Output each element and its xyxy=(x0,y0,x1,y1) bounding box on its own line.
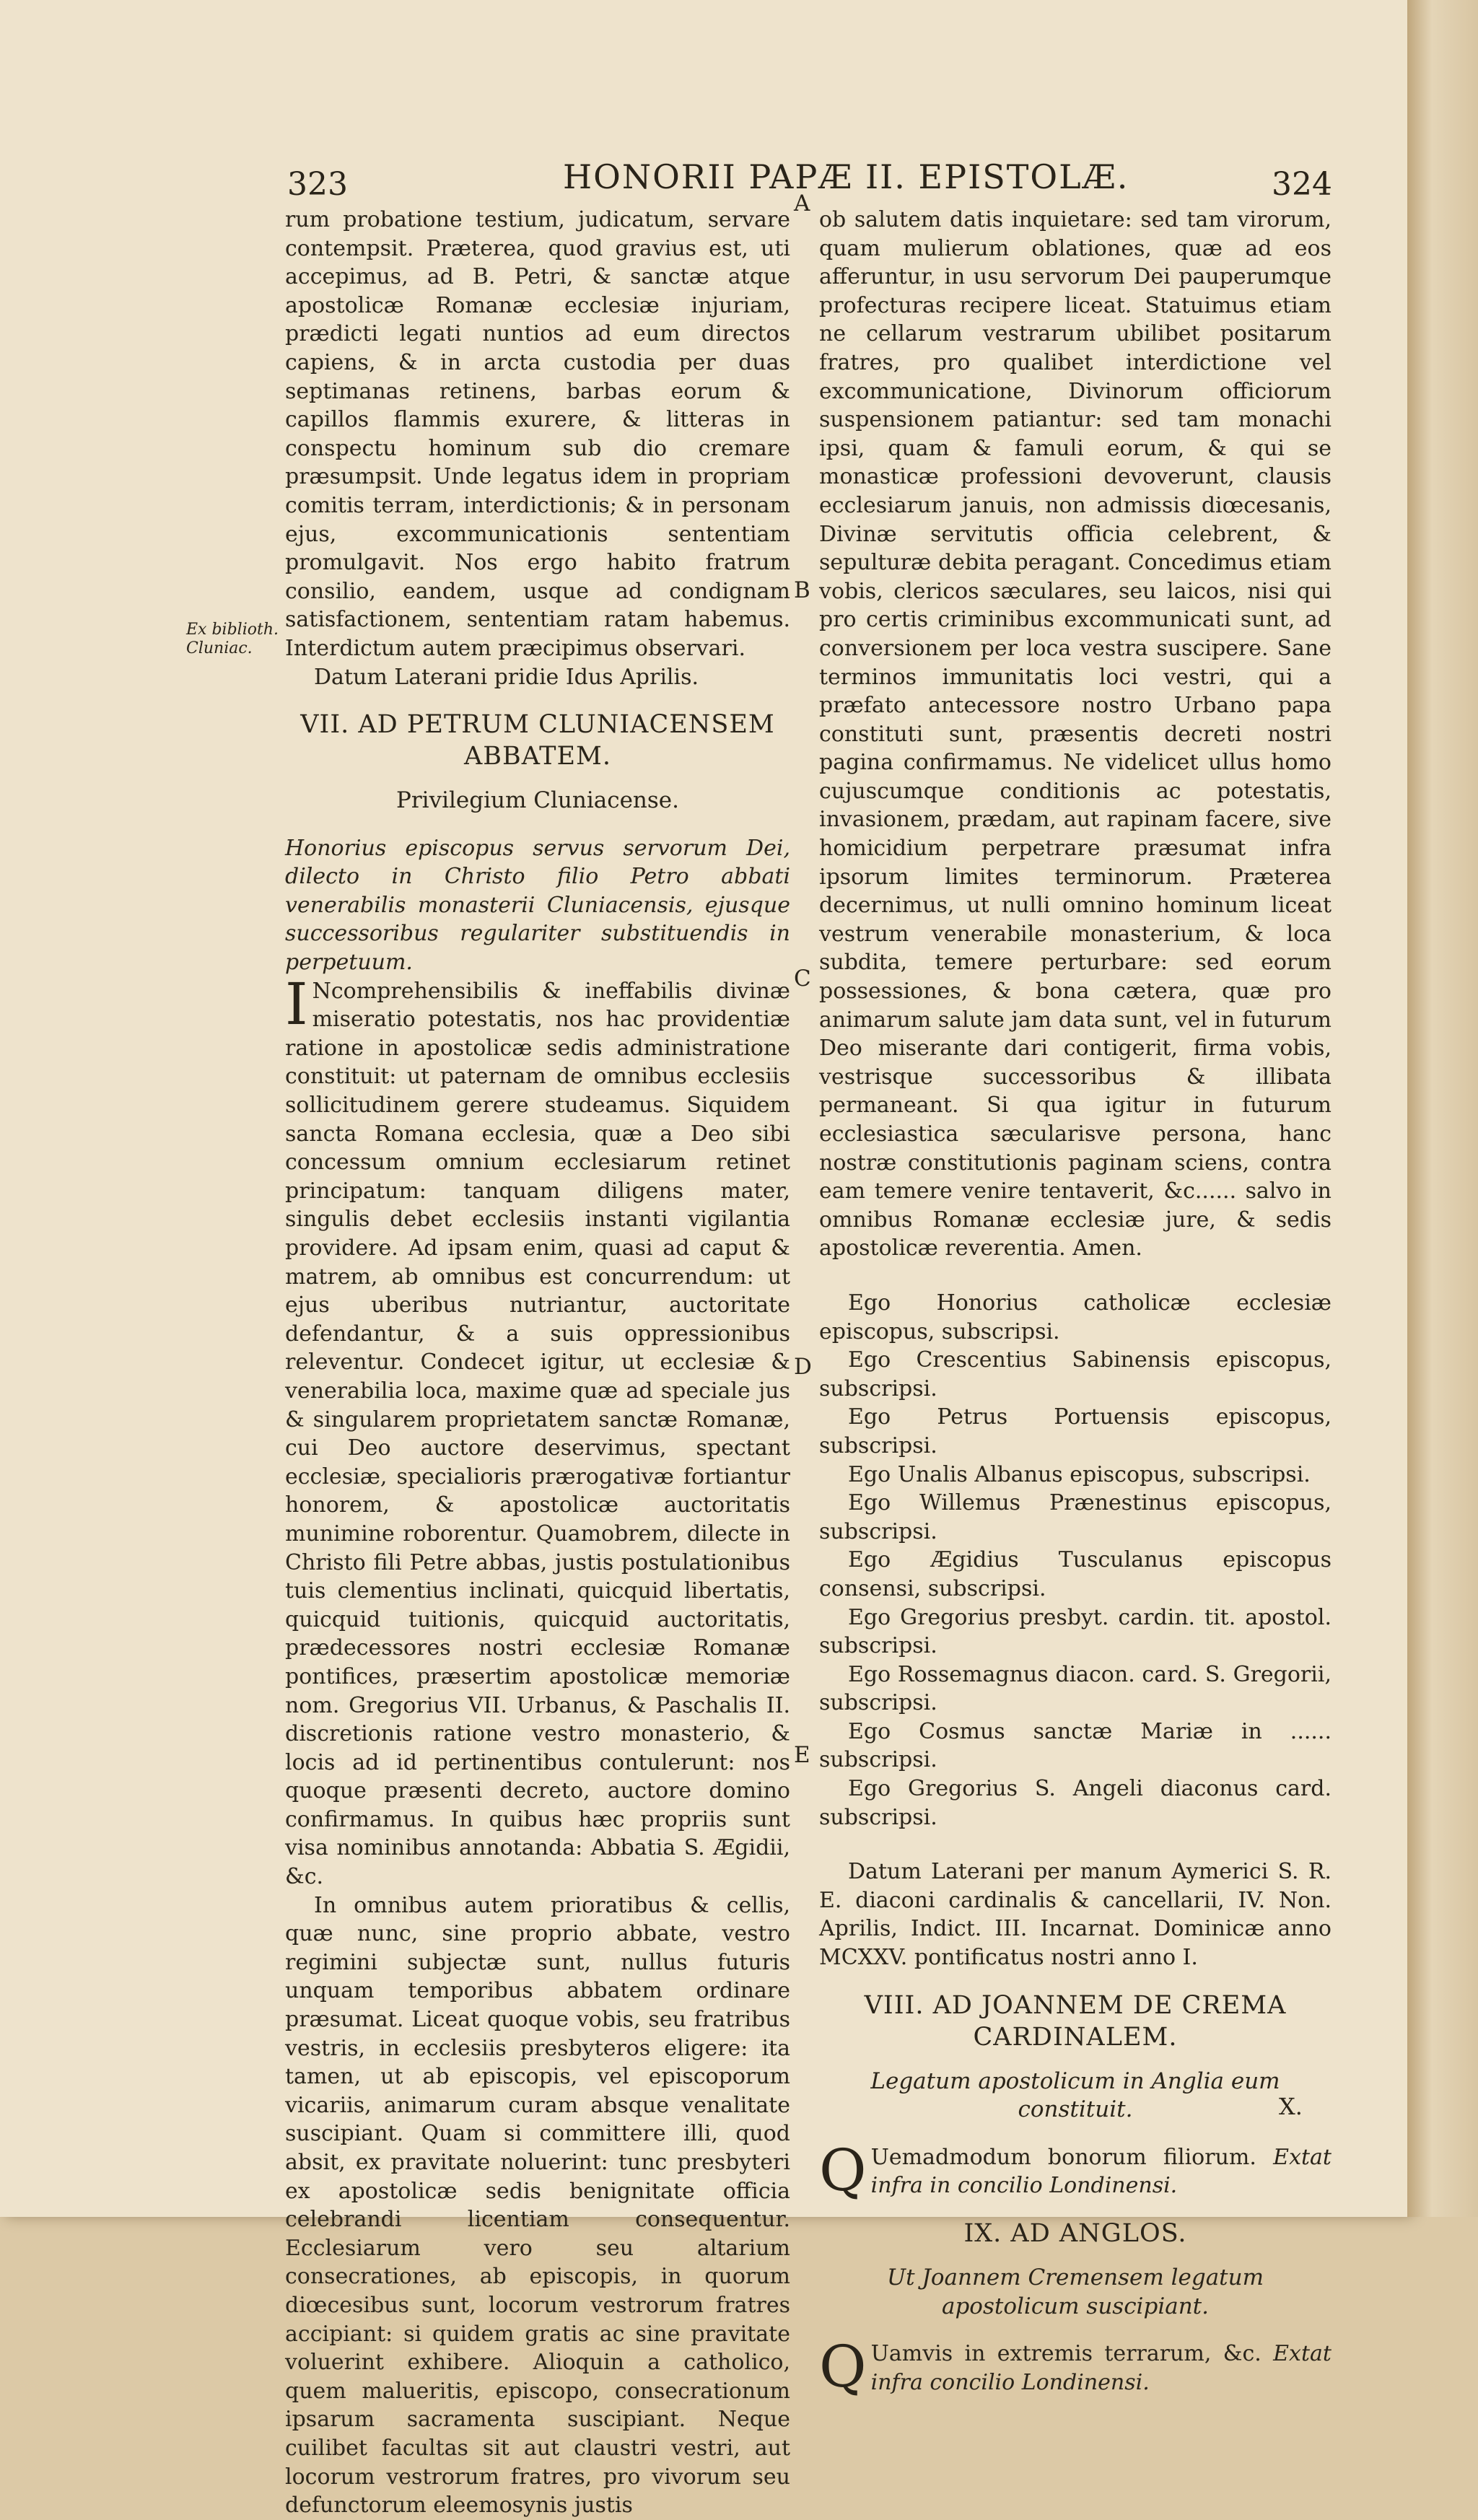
left-page-number: 323 xyxy=(287,166,348,203)
drop-cap: Q xyxy=(819,2333,867,2401)
letter-9-note: Extat infra concilio Londinensi. xyxy=(870,2341,1331,2395)
signature-line: Ego Rossemagnus diacon. card. S. Gregorii, subscripsi. xyxy=(819,1661,1331,1716)
signature-line: Ego Crescentius Sabinensis episcopus, subscripsi. xyxy=(819,1347,1331,1401)
margin-letter-b: B xyxy=(794,577,810,603)
letter-7-salutation: Honorius episcopus servus servorum Dei, dilecto in Christo filio Petro abbati venerabilis monasterii Cluniacensis, ejusque successoribus regulariter substituendis in perpetuum. xyxy=(285,835,790,976)
margin-letter-a: A xyxy=(794,191,810,216)
letter-8-note: Extat infra in concilio Londinensi. xyxy=(870,2144,1331,2199)
letter-9-body xyxy=(819,2333,1331,2401)
signature-list xyxy=(819,1289,1331,1832)
letter-7-body xyxy=(285,970,790,1891)
right-column xyxy=(819,206,1331,2401)
letter-7-body-2: In omnibus autem prioratibus & cellis, quæ nunc, sine proprio abbate, vestro regimini subjectæ sunt, nullus futuris unquam temporibus abbatem ordinare præsumat. Liceat quoque vobis, seu fratribus vestris, in ecclesiis presbyteros eligere: ita tamen, ut ab episcopis, vel episcoporum vicariis, animarum curam absque venalitate suscipiant. Quam si committere illi, quod absit, ex pravitate noluerint: tunc presbyteri ex apostolicæ sedis benignitate officia celebrandi licentiam consequentur. Ecclesiarum vero seu altarium consecrationes, ab episcopis, in quorum diœcesibus sunt, locorum vestrorum fratres accipiant: si quidem gratis ac sine pravitate voluerint exhibere. Alioquin a catholico, quem malueritis, episcopo, consecrationum ipsarum sacramenta suscipiant. Neque cuilibet facultas sit aut claustri vestri, aut locorum vestrorum fratres, pro vivorum seu defunctorum eleemosynis justis xyxy=(285,1892,790,2519)
letter-8-subtitle: Legatum apostolicum in Anglia eum constituit. xyxy=(870,2068,1280,2123)
signature-line: Ego Gregorius presbyt. cardin. tit. apostol. subscripsi. xyxy=(819,1604,1331,1659)
margin-note-line: Cluniac. xyxy=(186,639,253,657)
signature-line: Ego Gregorius S. Angeli diaconus card. subscripsi. xyxy=(819,1776,1331,1830)
letter-7-body-text: Ncomprehensibilis & ineffabilis divinæ miseratio potestatis, nos hac providentiæ ratione in apostolicæ sedis administratione constituit: ut paternam de omnibus ecclesiis sollicitudinem gerere studeamus. Siquidem sancta Romana ecclesia, quæ a Deo sibi concessum omnium ecclesiarum retinet principatum: tanquam diligens mater, singulis debet ecclesiis instanti vigilantia providere. Ad ipsam enim, quasi ad caput & matrem, ab omnibus est concurrendum: ut ejus uberibus nutriantur, auctoritate defendantur, & a suis oppressionibus releventur. Condecet igitur, ut ecclesiæ & venerabilia loca, maxime quæ ad speciale jus & singularem proprietatem sanctæ Romanæ, cui Deo auctore deservimus, spectant ecclesiæ, specialioris prærogativæ fortiantur honorem, & apostolicæ auctoritatis munimine roborentur. Quamobrem, dilecte in Christo fili Petre abbas, justis postulationibus tuis clementius inclinati, quicquid libertatis, quicquid tuitionis, quicquid auctoritatis, prædecessores nostri ecclesiæ Romanæ pontifices, præsertim apostolicæ memoriæ nom. Gregorius VII. Urbanus, & Paschalis II. discretionis ratione vestro monasterio, & locis ad id pertinentibus contulerunt: nos quoque præsenti decreto, auctore domino confirmamus. In quibus hæc propriis sunt visa nominibus annotanda: Abbatia S. Ægidii, &c. xyxy=(285,978,790,1890)
letter-9-body-text: Uamvis in extremis terrarum, &c. xyxy=(870,2341,1261,2367)
signature-line: Ego Willemus Prænestinus episcopus, subscripsi. xyxy=(819,1490,1331,1544)
letter-9-subtitle: Ut Joannem Cremensem legatum apostolicum suscipiant. xyxy=(886,2265,1264,2319)
margin-letter-c: C xyxy=(794,966,811,992)
signature-line: Ego Ægidius Tusculanus episcopus consensi, subscripsi. xyxy=(819,1547,1331,1601)
adjacent-page-edge xyxy=(1407,0,1478,2217)
catchword: X. xyxy=(1279,2093,1303,2120)
letter-8-heading: VIII. AD JOANNEM DE CREMA CARDINALEM. xyxy=(864,1990,1287,2052)
margin-letter-e: E xyxy=(794,1742,810,1768)
dating-line: Datum Laterani pridie Idus Aprilis. xyxy=(314,664,699,690)
drop-cap: Q xyxy=(819,2136,867,2204)
signature-line: Ego Unalis Albanus episcopus, subscripsi. xyxy=(848,1461,1311,1487)
margin-note-line: Ex biblioth. xyxy=(186,621,279,639)
running-title: HONORII PAPÆ II. EPISTOLÆ. xyxy=(563,157,1129,196)
margin-letter-d: D xyxy=(794,1354,812,1380)
signature-line: Ego Petrus Portuensis episcopus, subscripsi. xyxy=(819,1404,1331,1458)
continuation-paragraph: ob salutem datis inquietare: sed tam virorum, quam mulierum oblationes, quæ ad eos afferuntur, in usu servorum Dei pauperumque profecturas recipere liceat. Statuimus etiam ne cellarum vestrarum ubilibet positarum fratres, pro qualibet interdictione vel excommunicatione, Divinorum officiorum suspensionem patiantur: sed tam monachi ipsi, quam & famuli eorum, & qui se monasticæ professioni devoverunt, clausis ecclesiarum januis, non admissis diœcesanis, Divinæ servitutis officia celebrent, & sepulturæ debita peragant. Concedimus etiam vobis, clericos sæculares, seu laicos, nisi qui pro certis criminibus excommunicati sunt, ad conversionem per loca vestra suscipere. Sane terminos immunitatis loci vestri, qui a præfato antecessore nostro Urbano papa constituti sunt, præsentis decreti nostri pagina confirmamus. Ne videlicet ullus homo cujuscumque conditionis ac potestatis, invasionem, prædam, aut rapinam facere, sive homicidium perpetrare præsumat infra ipsorum limites terminorum. Præterea decernimus, ut nulli omnino hominum liceat vestrum venerabile monasterium, & loca subdita, temere perturbare: sed eorum possessiones, & bona cætera, quæ pro animarum salute jam data sunt, vel in futurum Deo miserante dari contigerit, firma vobis, vestrisque successoribus & illibata permaneant. Si qua igitur in futurum ecclesiastica sæcularisve persona, hanc nostræ constitutionis paginam sciens, contra eam temere venire tentaverit, &c...... salvo in omnibus Romanæ ecclesiæ jure, & sedis apostolicæ reverentia. Amen. xyxy=(819,207,1331,1261)
letter-9-heading: IX. AD ANGLOS. xyxy=(963,2219,1187,2248)
letter-7-heading: VII. AD PETRUM CLUNIACENSEM ABBATEM. xyxy=(300,710,775,771)
letter-8-body xyxy=(819,2136,1331,2204)
signature-line: Ego Cosmus sanctæ Mariæ in ...... subscripsi. xyxy=(819,1718,1331,1773)
dating-paragraph: Datum Laterani per manum Aymerici S. R. E. diaconi cardinalis & cancellarii, IV. Non. Aprilis, Indict. III. Incarnat. Dominicæ anno MCXXV. pontificatus nostri anno I. xyxy=(819,1859,1331,1971)
margin-note-source xyxy=(186,621,279,658)
signature-line: Ego Honorius catholicæ ecclesiæ episcopus, subscripsi. xyxy=(819,1290,1331,1344)
right-page-number: 324 xyxy=(1272,166,1332,203)
running-header xyxy=(0,150,1407,201)
letter-8-body-text: Uemadmodum bonorum filiorum. xyxy=(870,2144,1256,2170)
left-column xyxy=(285,206,790,2520)
opening-paragraph: rum probatione testium, judicatum, servare contempsit. Præterea, quod gravius est, uti accepimus, ad B. Petri, & sanctæ atque apostolicæ Romanæ ecclesiæ injuriam, prædicti legati nuntios ad eum directos capiens, & in arcta custodia per duas septimanas retinens, barbas eorum & capillos flammis exurere, & litteras in conspectu hominum sub dio cremare præsumpsit. Unde legatus idem in propriam comitis terram, interdictionis; & in personam ejus, excommunicationis sententiam promulgavit. Nos ergo habito fratrum consilio, eandem, usque ad condignam satisfactionem, sententiam ratam habemus. Interdictum autem præcipimus observari. xyxy=(285,207,790,661)
letter-7-subtitle: Privilegium Cluniacense. xyxy=(396,787,679,814)
drop-cap: I xyxy=(285,970,308,1038)
